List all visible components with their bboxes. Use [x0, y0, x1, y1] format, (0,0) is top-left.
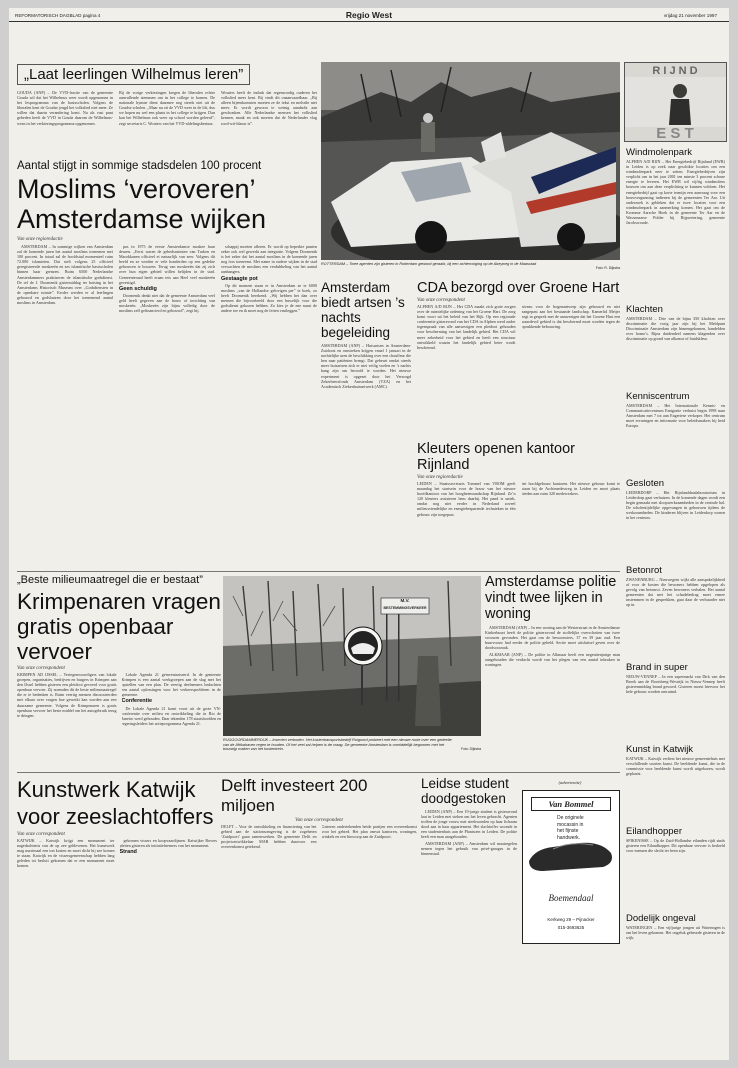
article-cda [417, 280, 620, 438]
sidebar-brief [626, 744, 725, 821]
advert-slogan3: het fijnste [557, 828, 579, 834]
artsen-text: AMSTERDAM (ANP) – Huisartsen in Amsterdam-Zuidoost en omstreken krijgen vanaf 1 januari in de nachtelijke uren de beschikking over een chauffeur die hen naar patiënten brengt. Dat gebeurt omdat steeds meer huisartsen zich er niet veilig voelen en ’s nachts bang zijn om beroofd te worden. Het nieuwe experiment is opgezet door het Verzorgd Zekerheersfonds Amsterdam (VZA) en het Academisch Ziekenhuisnetwerk (AMC). [321, 343, 411, 389]
cda-text2: niveau voor de bogenantwerp zijn gebouwd en niet aangepast aan het bestaande landschap. Kamerlid Meijer zegt in gesprek met de aanwezigen dat het Groene Hart een waardevol gebied is dat beschermd moet worden tegen de oprukkende bebouwing. [521, 304, 620, 330]
byline-cda: Van onze correspondent [417, 298, 465, 303]
article-artsen [321, 280, 411, 480]
sidebar-brief-title: Betonrot [626, 565, 662, 576]
headline-politie: Amsterdamse politie vindt twee lijken in woning [485, 574, 617, 622]
photo-rotterdam-caption [321, 262, 620, 276]
sidebar-brief-text: LEIDERDORP – Het Rijnlanddatalaboratorium in Leiderdorp gaat verhuizen. In de komende dagen wordt een begin gemaakt met sloopwerkzaamheden in de centrale hal. De scholentijdelijke opgevangen in gebouwen tijdens de werkzaamheden. De kinderen blijven in Leiderdorp wonen in het centrum. [626, 490, 725, 521]
article-katwijk [17, 776, 217, 1056]
credit-rotterdam: Foto: R. Dijkstra [595, 266, 620, 270]
sidebar-brief [626, 147, 725, 299]
caption-rotterdam: ROTTERDAM – Twee agenten zijn gisteren in Rotterdam gewond geraakt, bij een achtervolging op de Abeyweg in de Maasstad [321, 262, 537, 266]
wilhelmus-col3: Wouters heeft de indruk dat regenwordig ouderen het volkslied meer kent. Bij vindt dit onaanvaardbaar. „Bij alleen bijeenkomsten moeten ze de tekst en melodie niet meer. Er wordt gewoon te weinig aandacht aan geschonken. Alle Nederlandse mensen het volkslied kennen, maak en ook moeten dat de Nederlander vlag rood-wit-blauw is”. [221, 90, 317, 126]
sidebar-brief [626, 391, 725, 473]
headline-delft: Delft investeert 200 miljoen [221, 776, 368, 815]
advert-label: (advertentie) [558, 780, 582, 785]
leidse-text2: AMSTERDAM (ANP) – Amsterdam wil maatregelen nemen tegen het gebruik van privé-garages in de binnenstad. [421, 840, 517, 856]
sidebar-brief-text: AMSTERDAM – Drie van de bijna 350 klachten over discriminatie die vorig jaar zijn bij het Meldpunt Discriminatie Amsterdam zijn binnengekomen, handelden over homo’s. Rijna duidendeel namens klagenden over discriminatie op grond van afkomst of huidskleur. [626, 316, 725, 342]
katwijk-sub: Strand [119, 849, 137, 856]
headline-kleuters: Kleuters openen kantoor Rijnland [417, 441, 575, 473]
sidebar-brief [626, 826, 725, 908]
byline-kleuters: Van onze regioredactie [417, 475, 463, 480]
article-delft [221, 776, 417, 1056]
moslims-sub: Geen schuldig [119, 285, 157, 292]
leidse-text: LEIDEN (ANP) – Een 19-jarige student is gisteravond laat in Leiden met steken om het leven gebracht. Agenten troffen de jonge vrouw met steekwonden op haar lichaam dood aan in haar appartement. Het slachtoffer woonde in een studentenhuis aan de Plantsoen in Leiden. De politie heeft een man aangehouden. [421, 809, 517, 840]
article-moslims [17, 160, 317, 570]
ov-text: KRIMPEN AD IJSSEL – Vertegenwoordigers van lokale groepen, organisaties, bedrijven en burgers in Krimpen aan den IJssel hebben gisteren een pleidooi gevoerd voor gratis openbaar vervoer. Zij noemden dit de beste milieumaatregel die er te bedenken is. Ruim veertig mensen discussieerden met elkaar over vragen hoe gewerkt kan worden aan een duurzame gemeente. Volgens de Krimpenaren is gratis openbaar vervoer het beste middel om het autogebruik terug te dringen. [17, 672, 117, 718]
cda-text: ALPHEN A/D RIJN – Het CDA maakt zich grote zorgen over de ruimtelijke ordening van het Groene Hart. De zorg komt voort uit het beleid van het Rijk. Op een regionale conferentie gisteravond van het CDA in Alphen werd onder tegenspraak van alle aanwezigen een pleidooi gehouden voor bescherming van het landelijk gebied. Het CDA wil meer zekerheid voor het gebied en heeft een structuur ontwikkeld waarin het landelijk gebied beter wordt beschermd. [417, 304, 516, 350]
headline-leidse: Leidse student doodgestoken [421, 776, 509, 806]
moslims-col3: schappij moeten afleren. Er wordt op beperkte punten zeker ook wel gewerkt aan integratie. Volgens Doomenik is het zeker dat het aantal moslims in de komende jaren nog fors toeneemt. Met name in oudere wijken in de stad verwachten de moslims een verdubbeling van het aantal aanhangers. [221, 244, 317, 275]
article-wilhelmus [17, 64, 317, 159]
ruigoord-photo-image [223, 576, 481, 736]
article-kleuters [417, 441, 620, 569]
newspaper-page [9, 8, 729, 1060]
headline-artsen: Amsterdam biedt artsen ’s nachts begeleiding [321, 280, 405, 340]
sidebar-brief-title: Kunst in Katwijk [626, 744, 694, 755]
ov-col2b: De Lokale Agenda 21 komt voort uit de grote VN-conferentie over milieu en ontwikkeling die in Rio de Janeiro werd gehouden. Daar tekenden 178 staatshoofden en regeringsleiders het actieprogramma Agenda 21. [121, 705, 221, 726]
headline-moslims: Moslims ‘veroveren’ Amsterdamse wijken [17, 174, 267, 234]
kleuters-text2: het hoofdgebouw kantoren. Het nieuwe gebouw komt te staan bij de Archimedesweg in Leiden en moet plaats bieden aan ruim 320 medewerkers. [521, 481, 620, 497]
headline-ov: Krimpenaren vragen gratis openbaar vervoer [17, 589, 221, 664]
article-politie [485, 574, 620, 770]
advert-phone: 015-3693625 [557, 925, 585, 930]
delft-text: DELFT – Voor de ontwikkeling en financiering van het gebied aan de stationsomgeving is de zogeheten ‘Zuidpoort’ gaan samenwerken. De gemeente Delft en projectontwikkelaar MAB hebben daarvoor een overeenkomst getekend. [221, 824, 317, 850]
sidebar-brief-title: Kenniscentrum [626, 391, 690, 402]
ov-sub: Conferentie [121, 698, 153, 705]
delft-col2: Gisteren ondertekenden beide partijen een overeenkomst voor het gebied. Het plan omvat kantoren, woningen, winkels en een bioscoop aan de Zuidpoort. [321, 824, 417, 840]
byline-katwijk: Van onze correspondent [17, 832, 65, 837]
photo-ruigoord [223, 576, 481, 736]
photo-ruigoord-caption [223, 738, 481, 768]
credit-ruigoord: Foto: Dijkstra [461, 747, 481, 751]
sidebar-brief-title: Windmolenpark [626, 147, 692, 158]
advert-contact: Kerkweg 29 – Pijnacker [547, 917, 595, 922]
sign-mv: M.V. [400, 598, 410, 603]
sidebar-rijnmond-west [624, 62, 727, 1056]
article-openbaar-vervoer [17, 574, 221, 770]
sidebar-brief-text: KATWIJK – Katwijk verliest het nieuwe gemeentehuis met verschillende soorten kunst. De beeldende kunst, die in de commissie voor beeldende kunst wordt uitgekozen, wordt geplaatst. [626, 756, 725, 777]
moslims-col2: pas in 1975 de eerste Amsterdamse moskee haar deuren. „Eerst waren de gebedsruimten van Turken en Marokkanen officieel et natuurlijk van zeer. Volgens dit beeld en ze werden er vele honderden op een gedekte gebouwen te bouwen. Terug van moskeeën dat zij zich over hun eigen gebied willen belijden in de stad. Gemeenteraad heeft eraan iets aan Heel veel moskeeën gevestigd. [119, 244, 215, 285]
kicker-ov: „Beste milieumaatregel die er bestaat” [17, 574, 203, 586]
header-section: Regio West [345, 10, 393, 20]
advert-slogan2: mocassin in [557, 821, 584, 828]
photo-rotterdam-crash [321, 62, 620, 260]
sidebar-brief-text: AMSTERDAM – Het Internationale Kennis- en Communicatiecentrum Emigratie verhuist begin 1998 naar Amsterdam met 7 tot aan Engeriese verkoper. Het centrum moet ervaringen en informatie voor beleidsmakers bij hetd Europa. [626, 403, 725, 429]
sidebar-brief-text: SPIKENISSE – Op de Zuid-Hollandse eilanden rijdt sinds gisteren een Eilandhopper. Dit openbaar vervoer is bedoeld voor mensen die slecht ter been zijn. [626, 838, 725, 854]
politie-text: AMSTERDAM (ANP) – In een woning aan de Westerstraat in de Amsterdamse Kinkerbuurt heeft de politie gisteravond de stoffelijke overschotten van twee vrouwen gevonden. Het gaat om de bewoonsters, 37 en 39 jaar oud. Een buurvrouw had eerder de politie gebeld. Sectie moet uitsluitsel geven over de doodsoorzaak. [485, 625, 620, 651]
wilhelmus-col1: GOUDA (ANP) – De VVD-fractie van de gemeente Gouda wil dat het Wilhelmus weer wordt opgenomen in het lesprogramma van de basisscholen. Volgens de liberalen kent de Goudse jeugd het volkslied niet meer. Ze willen dat daarin verandering komt. Na als vast punt gebeden heeft de VVD in Gouda daarom de Wilhelmus-wens in het verkiezingsprogramma opgenomen. [17, 90, 113, 126]
sidebar-brief [626, 304, 725, 386]
kicker-moslims: Aantal stijgt in sommige stadsdelen 100 procent [17, 160, 262, 172]
sidebar-brief [626, 662, 725, 739]
logo-bottom: E S T [656, 125, 694, 142]
sidebar-brief-title: Gesloten [626, 478, 665, 489]
advert-brand: Van Bommel [531, 797, 611, 811]
header-paper: REFORMATORISCH DAGBLAD pagina 4 [15, 13, 101, 18]
advert-shop: Boemendaal [548, 893, 594, 903]
logo-figure-icon [625, 77, 726, 127]
sidebar-brief-title: Klachten [626, 304, 663, 315]
caption-ruigoord: RUGGOORDAMMERDIJK – Insecten verboden. Het kustentransportsbedrijf Ruigoord probeert met een nieuwe route over een gedeelte van de Afrikahaven regen te houden. Of het veel zal helpen is de vraag. De gemeente Amsterdam is onmiddellijk begonnen met het bouwrijp maken van het kustentrein. [223, 738, 452, 751]
shoe-icon [523, 831, 619, 887]
sidebar-brief [626, 565, 725, 657]
sidebar-brief-text: ZWANENBURG – Nieuwegein wijkt alle aanspakelijkheid af voor de kosten die bewoners hebben opgelopen als gevolg van betonrot. Zeven bewoners verhalen. Het aantal gemeenten dat met het schadebedrag moet ermee instemmen in de gesprekken, gaat daar de verhuurder niet op in. [626, 577, 725, 608]
advert-slogan4: handwerk. [557, 834, 581, 841]
headline-katwijk: Kunstwerk Katwijk voor zeeslachtoffers [17, 777, 214, 829]
byline-delft: Van onze correspondent [295, 818, 343, 823]
moslims-col3b: Op dit moment staan er in Amsterdam ze te 6000 moslims „van de Hollandse gelovigen per” te boek, zo heeft Doomenik berekend. „Wij hebben het dan over mensen die bijvoorbeeld door een huwelijk voor die godsdienst gekozen hebben. Zo kies je de ene naast de andere toe en ik moet nog de feiten vastleggen.” [221, 282, 317, 314]
sidebar-brief-title: Eilandhopper [626, 826, 682, 837]
sidebar-brief [626, 913, 725, 985]
byline-ov: Van onze correspondent [17, 666, 65, 671]
sign-bestemmingsverkeer: BESTEMMINGSVERKEER [383, 606, 427, 610]
header-date: vrijdag 21 november 1997 [663, 13, 717, 18]
sidebar-brief-text: ALPHEN A/D RIJN – Het Energiebedrijf Rijnland (EWR) in Leiden is op zoek naar geschikte locaties om een windmolenpark neer te zetten. Energiebedrijven zijn verplicht om in het jaar 2001 ten minste 3 procent schone energie te leveren. Het EWR wil vijftig windmolens bouwen om aan deze verplichting te kunnen voldoen. Het energiebedrijf gaat op korte termijn een aanvraag voor een bouwvergunning indienen bij de gemeenten Ter Aar. Uit onderzoek is gebleken dat er twee locaties voor een windmolenpark in aanmerking komen. Het gaat om de Kromme Aarsche Hoek in de gemeente Ter Aar en de Wassenaarse Polder bij Rijpwetering, gemeente Jacobswoude. [626, 159, 725, 226]
kleuters-text: LEIDEN – Staatssecretaris Tommel van VROM geeft maandag het startsein voor de bouw van het nieuwe hoofdkantoor van het hoogheemraadschap Rijnland. Ze’n 120 kleuters assisteren hem daarbij. Het pand is uniek, omdat nog niet eerder in Nederland zoveel milieuvriendelijke en energiebesparende technieken in één gebouw zijn toegepast. [417, 481, 516, 517]
logo-top: R I J N D [652, 65, 698, 77]
page-header [9, 10, 729, 22]
advert-van-bommel [522, 790, 620, 944]
ov-col2: Lokale Agenda 21 geïnventariseerd. In de gemeente Krimpen is een aantal werkgroepen aan de slag met het opstellen van een plan. De veertig deelnemers bedachten een aantal oplossingen voor het verkeersprobleem in de gemeente. [121, 672, 221, 698]
byline-moslims: Van onze regioredactie [17, 237, 63, 242]
sidebar-logo [624, 62, 727, 142]
moslims-sub2: Gestaagte pot [221, 275, 258, 282]
headline-wilhelmus: „Laat leerlingen Wilhelmus leren” [24, 66, 244, 83]
sidebar-brief-title: Dodelijk ongeval [626, 913, 696, 924]
advert-slogan1: De originele [557, 815, 584, 821]
moslims-col2b: Doomenik denkt niet dat de gemeente Amsterdam veel geld heeft gegeven aan de bouw of inrichting van moskeeën. „Moskeeën zijn bijna volledig door de moslims zelf gefinancierd en gebouwd”, zegt hij. [119, 292, 215, 314]
sidebar-brief-title: Brand in super [626, 662, 688, 673]
sidebar-brief [626, 478, 725, 560]
wilhelmus-col2: Bij de vorige verkiezingen kregen de liberalen echter aanvullende stemmen om in het college te komen. De nationale hymne dient daarmee nog steeds niet uit de Goudse scholen. „Maar nu zit de VVD weer in de lift, dus we hopen nu wel een plaats in het college te krijgen. Dan kan het Wilhelmus ook weer op school worden geleerd”, zegt secretaris C. Wouters van het VVD-afdelingsbestuur. [119, 90, 215, 126]
katwijk-col2: gekomen vissers en koopvaardijmen. Katwijker Rovers pleiten gisteren als initiatiefnemers van het monument. [119, 838, 217, 849]
sidebar-brief-text: NIEUW-VENNEP – In een supermarkt van Dirk van den Broek aan de Bootsbeeg-Westrijk in Nieuw-Vennep heeft gisterenmiddag brand gewoed. Gisteren moest hiervoor het hele gebouw worden ontruimd. [626, 674, 725, 695]
politie-text2: ALKMAAR (ANP) – De politie in Alkmaar heeft een negentienjarige man aangehouden die verdacht wordt van het plegen van een aantal inbraken in woningen. [485, 651, 620, 667]
katwijk-text: KATWIJK – Katwijk krijgt een monument ter nagedachtenis van de op zee geblevenen. Het kunstwerk mag maximaal een ton kosten en moet dicht bij zee komen te staan. Katwijk en de vissersgemeenschap hebben lang geleden tot besluit gekomen dat er een monument moet komen. [17, 838, 115, 869]
sidebar-brief-text: WATERINGEN – Een vijfjarige jongen uit Wateringen is om het leven gekomen. Het ongeluk gebeurde gisteren in de wijk. [626, 925, 725, 941]
article-leidse-student [421, 776, 517, 1056]
headline-cda: CDA bezorgd over Groene Hart [417, 280, 620, 296]
moslims-col1: AMSTERDAM – In sommige wijken van Amsterdam zal de komende jaren het aantal moslims toenemen met 100 procent. In totaal zal de hoofdstad momenteel ruim 72.000 islamieten. Dat stelt volgens 25 officieel geregistreerde moskeeën en zes islamitische basisscholen binnen haar grenzen. Ruim 6500 Nederlandse Amsterdammers praktiseren de islamitische godsdienst. De rel de J. Doomenik gistermiddag ter botsing in het Amsterdams Historisch Museum over „Godsdiensten in de openbare ruimte”. Eerder werden er al leerlingen gebouwd en godshuizen door het toenemend aantal moslims in Amsterdam. [17, 244, 113, 306]
crash-photo-image [321, 62, 620, 260]
